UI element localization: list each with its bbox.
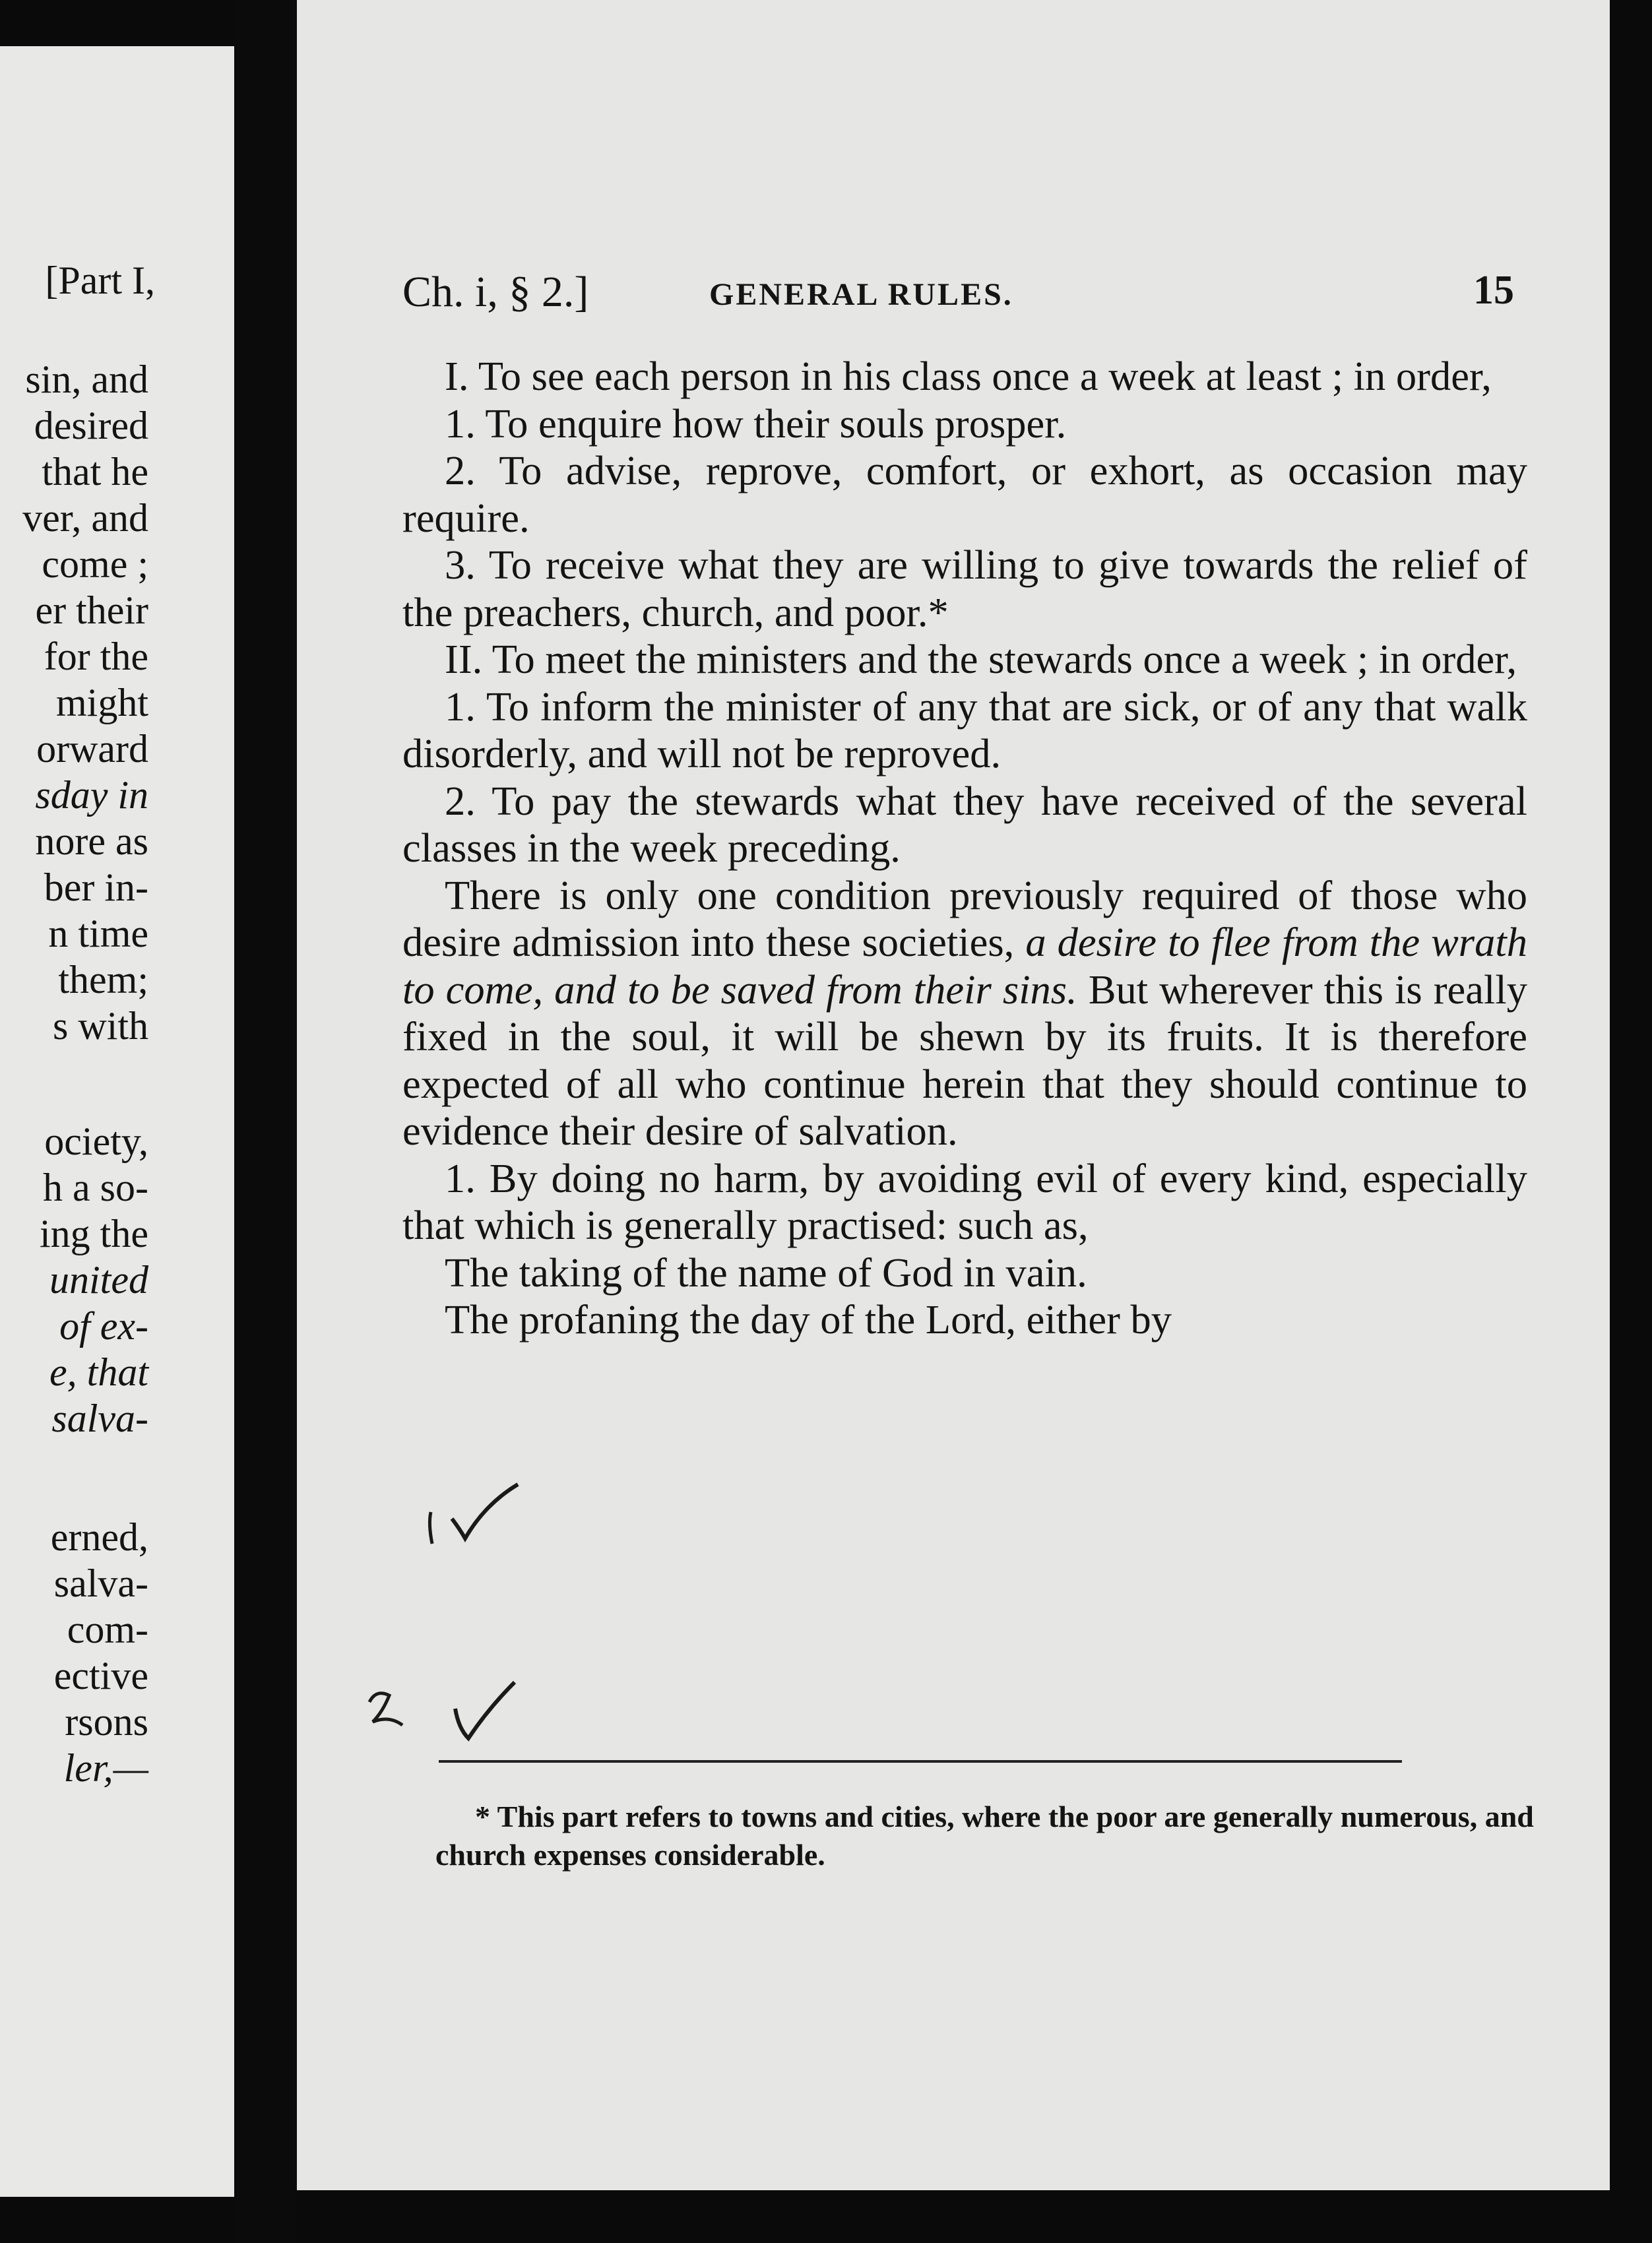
paragraph-text: There is only one condition previously required of those who desire admission into these societies, bbox=[402, 871, 1527, 965]
book-gutter bbox=[234, 0, 297, 2243]
left-page-text-fragment: [Part I, bbox=[45, 259, 155, 302]
left-page-text-fragment: e, that bbox=[49, 1350, 148, 1394]
left-page-text-fragment: salva- bbox=[53, 1562, 148, 1605]
page-number: 15 bbox=[1473, 268, 1514, 313]
paragraph: I. To see each person in his class once a week at least ; in order, bbox=[445, 353, 1492, 399]
paragraph: 2. To advise, reprove, comfort, or exhort, as occasion may require. bbox=[402, 447, 1527, 541]
handwritten-check-mark-icon bbox=[426, 1478, 524, 1550]
left-page-text-fragment: nore as bbox=[35, 819, 148, 863]
handwritten-check-mark-icon bbox=[363, 1676, 521, 1755]
left-page-text-fragment: might bbox=[55, 681, 148, 724]
footnote bbox=[435, 1798, 1557, 1874]
left-page-text-fragment: com- bbox=[67, 1608, 148, 1651]
paragraph bbox=[402, 872, 1527, 1155]
left-page-text-fragment: ective bbox=[53, 1654, 148, 1697]
left-page-text-fragment: them; bbox=[58, 958, 148, 1001]
footnote-text: * This part refers to towns and cities, where the poor are generally numerous, and church expenses considerable. bbox=[435, 1800, 1534, 1872]
left-page bbox=[0, 46, 234, 2197]
running-header bbox=[402, 267, 1514, 320]
emphasized-phrase: a desire to flee from the wrath to come, and to be saved from their sins. bbox=[402, 919, 1527, 1013]
paragraph: The profaning the day of the Lord, either by bbox=[445, 1296, 1172, 1343]
left-page-text-fragment: erned, bbox=[50, 1515, 148, 1559]
left-page-text-fragment: ing the bbox=[40, 1212, 148, 1255]
section-reference: Ch. i, § 2.] bbox=[402, 268, 589, 316]
left-page-text-fragment: rsons bbox=[65, 1700, 148, 1744]
paragraph: 2. To pay the stewards what they have received of the several classes in the week preceding. bbox=[402, 777, 1527, 871]
body-text bbox=[402, 353, 1527, 1344]
paragraph: 1. To enquire how their souls prosper. bbox=[445, 400, 1067, 447]
right-page bbox=[297, 0, 1610, 2190]
left-page-text-fragment: ociety, bbox=[44, 1120, 148, 1163]
left-page-text-fragment: salva- bbox=[51, 1397, 148, 1440]
paragraph: II. To meet the ministers and the stewards once a week ; in order, bbox=[445, 636, 1517, 682]
paragraph-text: But wherever this is really fixed in the soul, it will be shewn by its fruits. It is therefore expected of all who continue herein that they should continue to evidence their desire of salvation. bbox=[402, 966, 1528, 1154]
left-page-text-fragment: ver, and bbox=[22, 496, 148, 540]
left-page-text-fragment: s with bbox=[52, 1004, 148, 1048]
left-page-text-fragment: sin, and bbox=[25, 358, 148, 401]
footnote-rule bbox=[439, 1760, 1402, 1763]
left-page-text-fragment: ber in- bbox=[44, 866, 148, 909]
paragraph: The taking of the name of God in vain. bbox=[445, 1249, 1087, 1296]
paragraph: 1. By doing no harm, by avoiding evil of every kind, especially that which is generally practised: such as, bbox=[402, 1154, 1527, 1248]
left-page-text-fragment: desired bbox=[34, 404, 148, 447]
left-page-text-fragment: h a so- bbox=[43, 1166, 148, 1209]
paragraph: 3. To receive what they are willing to give towards the relief of the preachers, church, and poor.* bbox=[402, 542, 1527, 635]
page-edge bbox=[1610, 0, 1652, 2243]
left-page-text-fragment: united bbox=[49, 1258, 148, 1302]
left-page-text-fragment: ler,— bbox=[63, 1746, 148, 1790]
left-page-text-fragment: er their bbox=[35, 588, 148, 632]
left-page-text-fragment: come ; bbox=[42, 542, 148, 586]
left-page-text-fragment: of ex- bbox=[59, 1304, 148, 1348]
left-page-text-fragment: orward bbox=[36, 727, 148, 771]
paragraph: 1. To inform the minister of any that are sick, or of any that walk disorderly, and will not be reproved. bbox=[402, 683, 1527, 776]
left-page-text-fragment: that he bbox=[42, 450, 148, 493]
left-page-text-fragment: for the bbox=[44, 635, 148, 678]
left-page-text-fragment: n time bbox=[48, 912, 148, 955]
left-page-text-fragment: sday in bbox=[35, 773, 148, 817]
running-title: GENERAL RULES. bbox=[709, 277, 1013, 312]
